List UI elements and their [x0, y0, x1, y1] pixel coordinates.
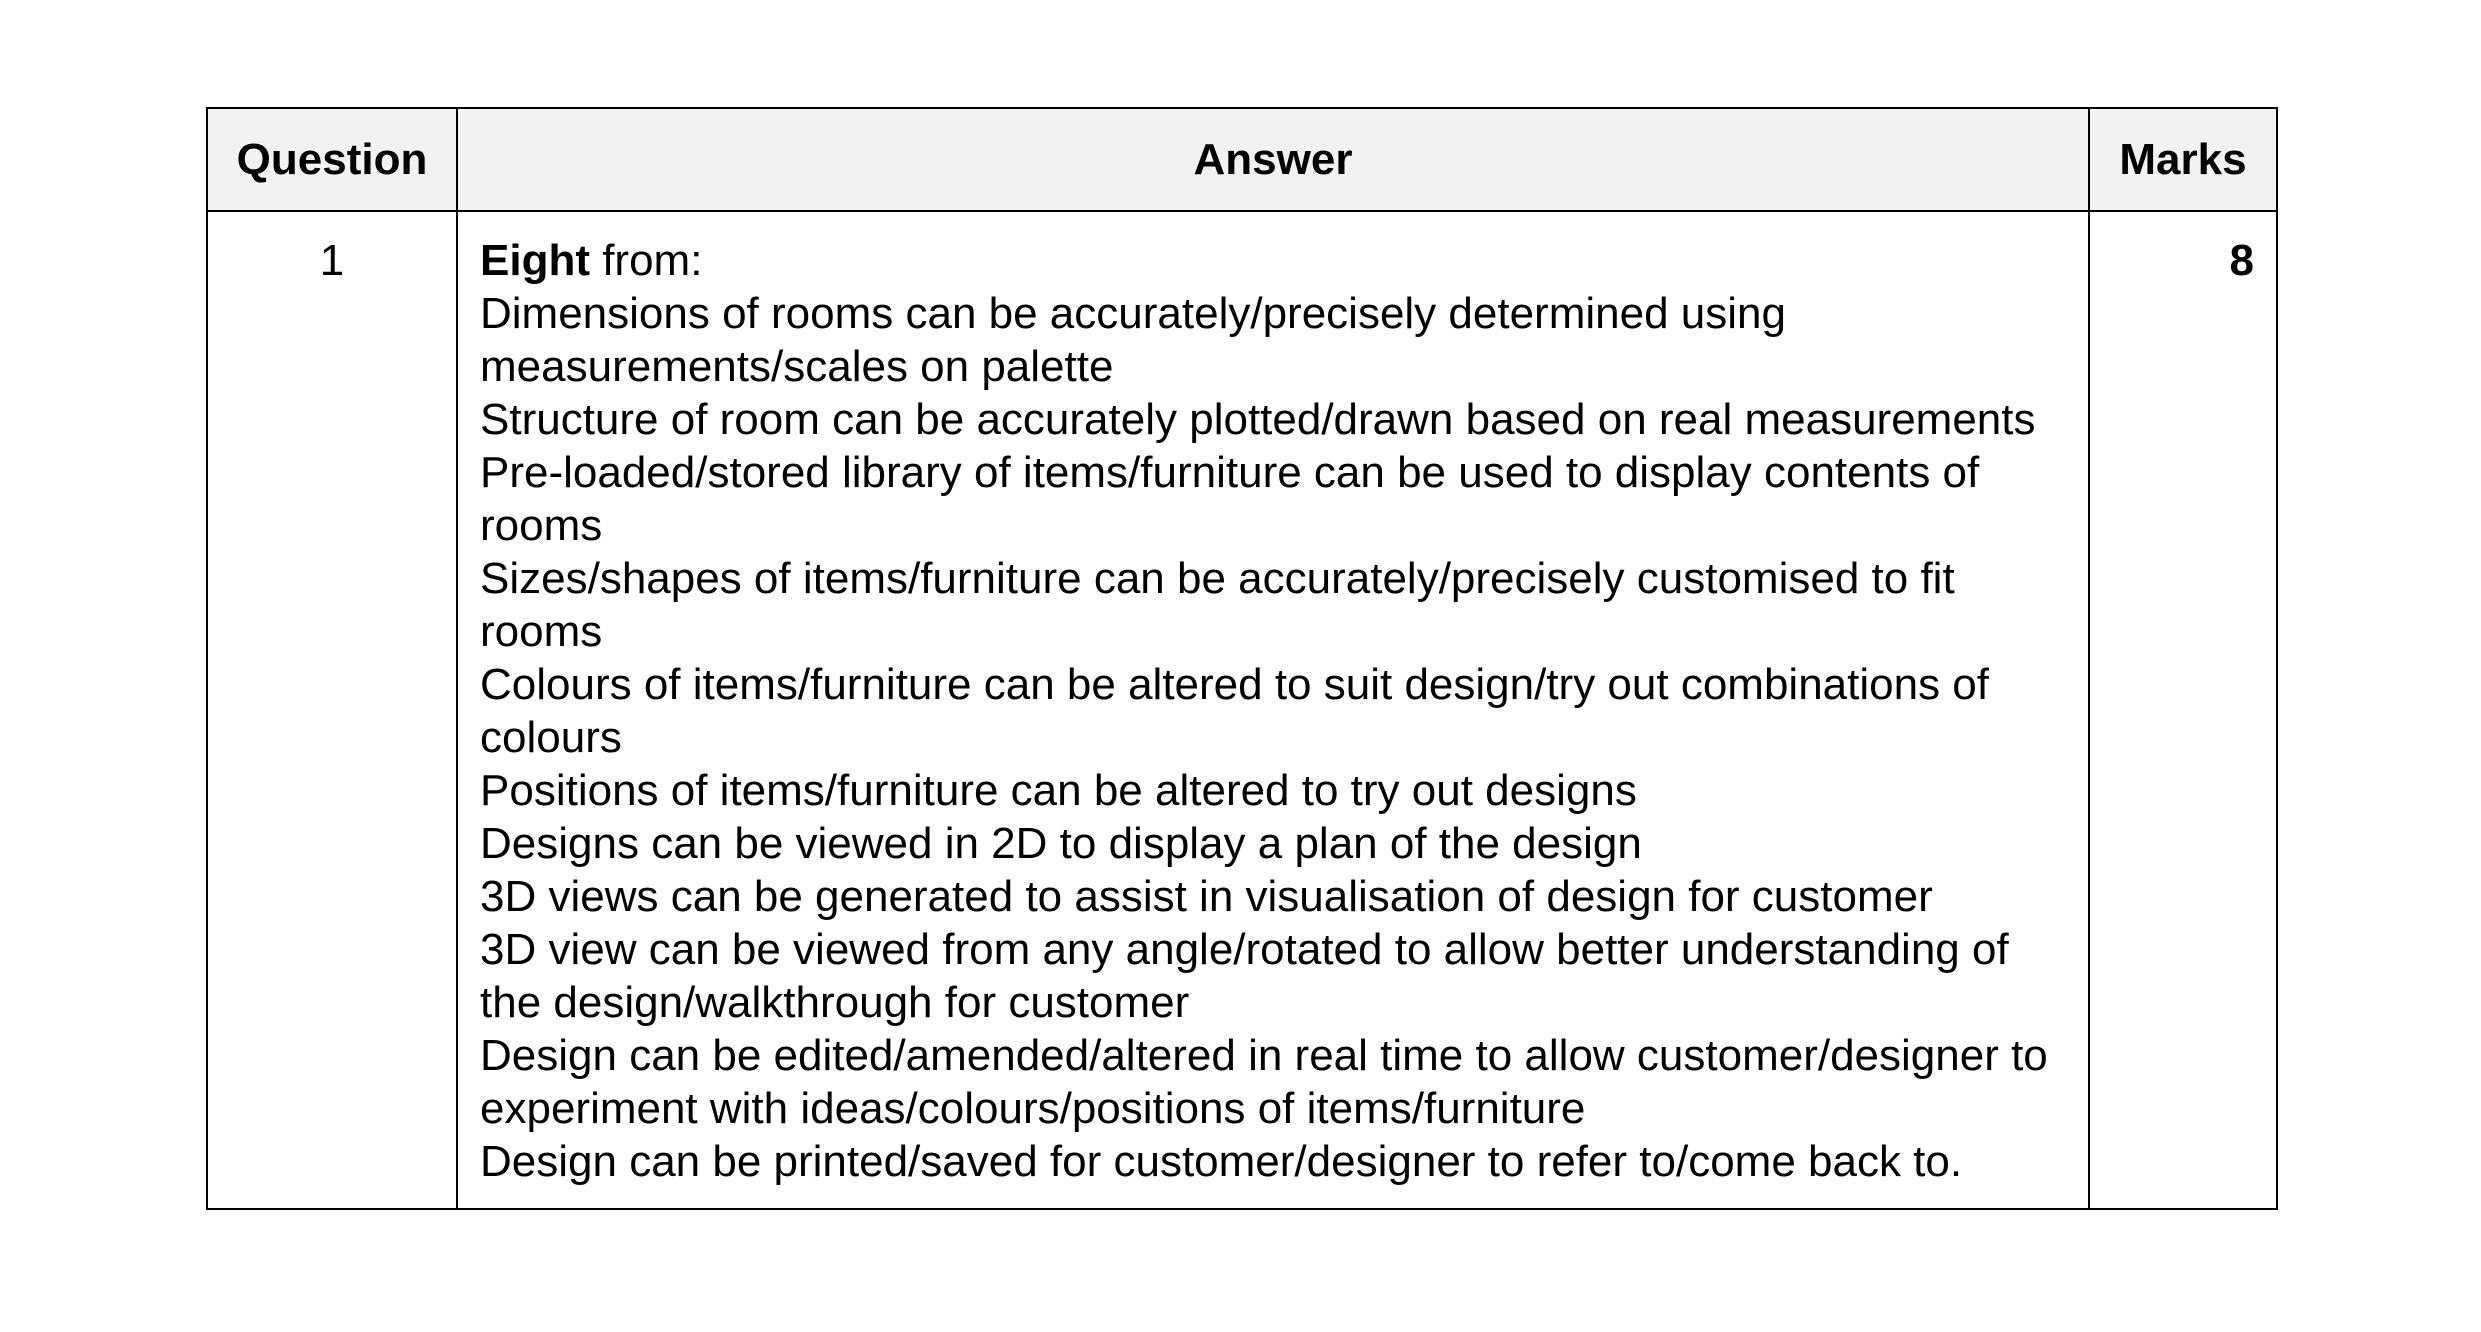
answer-point: 3D views can be generated to assist in visualisation of design for customer	[480, 872, 1933, 921]
header-question: Question	[207, 108, 457, 211]
header-answer: Answer	[457, 108, 2089, 211]
answer-point: Sizes/shapes of items/furniture can be accurately/precisely customised to fit rooms	[480, 554, 1955, 656]
table-header	[207, 108, 2277, 211]
answer-point: 3D view can be viewed from any angle/rotated to allow better understanding of the design/walkthrough for customer	[480, 925, 2009, 1027]
answer-intro	[480, 234, 2068, 287]
answer-point: Design can be printed/saved for customer/designer to refer to/come back to.	[480, 1137, 1963, 1186]
answer-point: Positions of items/furniture can be altered to try out designs	[480, 766, 1637, 815]
answer-intro-bold: Eight	[480, 236, 590, 285]
header-row	[207, 108, 2277, 211]
answer-point: Dimensions of rooms can be accurately/precisely determined using measurements/scales on palette	[480, 289, 1786, 391]
mark-scheme-table	[206, 107, 2278, 1210]
answer-point: Structure of room can be accurately plotted/drawn based on real measurements	[480, 395, 2036, 444]
answer-intro-rest: from:	[589, 236, 703, 285]
table-body	[207, 211, 2277, 1209]
answer-point: Designs can be viewed in 2D to display a plan of the design	[480, 819, 1642, 868]
answer-point: Pre-loaded/stored library of items/furniture can be used to display contents of rooms	[480, 448, 1980, 550]
table-row	[207, 211, 2277, 1209]
marks-value: 8	[2089, 211, 2277, 1209]
answer-point: Design can be edited/amended/altered in real time to allow customer/designer to experiment with ideas/colours/positions of items/furniture	[480, 1031, 2048, 1133]
header-marks: Marks	[2089, 108, 2277, 211]
answer-cell	[457, 211, 2089, 1209]
question-number: 1	[207, 211, 457, 1209]
answer-point: Colours of items/furniture can be altered to suit design/try out combinations of colours	[480, 660, 1989, 762]
